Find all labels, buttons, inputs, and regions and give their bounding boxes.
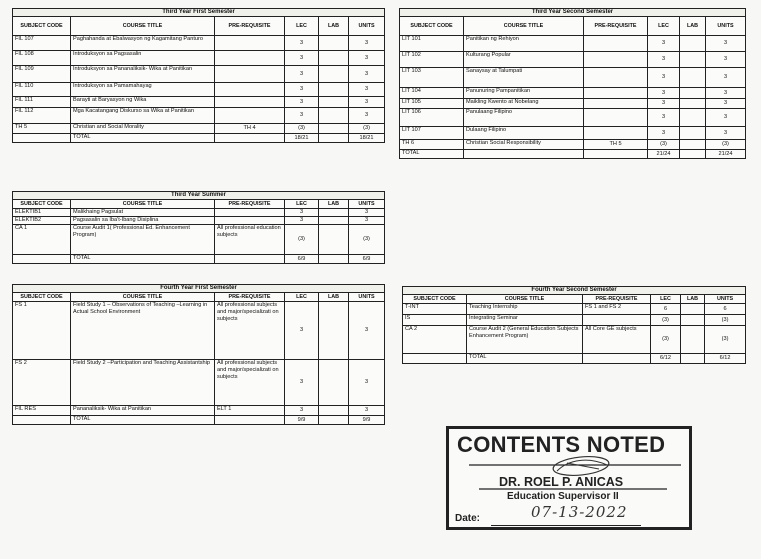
header-prerequisite: PRE-REQUISITE <box>584 17 648 36</box>
lab-value <box>680 140 706 150</box>
header-lab: LAB <box>681 295 705 304</box>
prerequisite <box>584 68 648 88</box>
header-units: UNITS <box>349 17 385 36</box>
total-units: 21/24 <box>706 150 746 159</box>
table-row <box>400 68 746 88</box>
subject-code: LIT 107 <box>400 127 464 140</box>
total-lec: 9/9 <box>285 416 319 425</box>
units-value: 3 <box>349 51 385 66</box>
units-value: 3 <box>349 66 385 83</box>
header-lec: LEC <box>651 295 681 304</box>
units-value: 3 <box>349 406 385 416</box>
units-value: 3 <box>349 360 385 406</box>
course-title: Panulaang Filipino <box>464 109 584 127</box>
table-row <box>13 51 385 66</box>
lab-value <box>680 109 706 127</box>
lab-value <box>680 52 706 68</box>
header-subject-code: SUBJECT CODE <box>13 200 71 209</box>
lec-value: 3 <box>648 109 680 127</box>
subject-code: FS 1 <box>13 302 71 360</box>
lec-value: 3 <box>648 99 680 109</box>
units-value: 3 <box>349 97 385 108</box>
table-fourth-year-first-semester <box>12 284 385 425</box>
lec-value: 3 <box>285 217 319 225</box>
units-value: 6 <box>705 304 746 315</box>
header-subject-code: SUBJECT CODE <box>403 295 467 304</box>
subject-code: CA 1 <box>13 225 71 255</box>
units-value: (3) <box>705 326 746 354</box>
prerequisite <box>215 51 285 66</box>
lab-value <box>319 83 349 97</box>
table-row <box>13 217 385 225</box>
units-value: 3 <box>706 68 746 88</box>
total-lec: 6/12 <box>651 354 681 364</box>
course-title: Christian Social Responsibility <box>464 140 584 150</box>
prerequisite <box>584 36 648 52</box>
units-value: 3 <box>706 127 746 140</box>
course-title: Introduksyon sa Pagsasalin <box>71 51 215 66</box>
lec-value: 3 <box>285 51 319 66</box>
total-row <box>13 255 385 264</box>
header-units: UNITS <box>349 200 385 209</box>
subject-code: LIT 106 <box>400 109 464 127</box>
lec-value: 3 <box>285 108 319 124</box>
prerequisite <box>584 88 648 99</box>
header-lab: LAB <box>319 200 349 209</box>
units-value: 3 <box>706 99 746 109</box>
table-row <box>400 109 746 127</box>
units-value: 3 <box>349 108 385 124</box>
subject-code: ELEKTIB1 <box>13 209 71 217</box>
header-prerequisite: PRE-REQUISITE <box>583 295 651 304</box>
table-row <box>400 99 746 109</box>
table-title: Third Year Summer <box>13 192 385 200</box>
subject-code: LIT 104 <box>400 88 464 99</box>
subject-code: LIT 103 <box>400 68 464 88</box>
lec-value: 3 <box>648 68 680 88</box>
total-label: TOTAL <box>71 134 215 143</box>
lab-value <box>319 97 349 108</box>
lab-value <box>319 108 349 124</box>
prerequisite <box>583 315 651 326</box>
table-third-year-first-semester <box>12 8 385 143</box>
header-prerequisite: PRE-REQUISITE <box>215 293 285 302</box>
header-units: UNITS <box>349 293 385 302</box>
lab-value <box>681 304 705 315</box>
table-row <box>13 108 385 124</box>
table-row <box>400 127 746 140</box>
subject-code: ELEKTIB2 <box>13 217 71 225</box>
lab-value <box>319 360 349 406</box>
lab-value <box>319 51 349 66</box>
prerequisite <box>584 127 648 140</box>
lab-value <box>681 315 705 326</box>
course-title: Pananaliksik- Wika at Panitikan <box>71 406 215 416</box>
units-value: (3) <box>349 225 385 255</box>
units-value: 3 <box>706 36 746 52</box>
total-label: TOTAL <box>71 416 215 425</box>
course-title: Pagsasalin sa Iba't-Ibang Disiplina <box>71 217 215 225</box>
prerequisite <box>584 99 648 109</box>
table-row <box>13 97 385 108</box>
course-title: Introduksyon sa Pamamahayag <box>71 83 215 97</box>
lec-value: 3 <box>285 66 319 83</box>
lab-value <box>680 36 706 52</box>
units-value: 3 <box>349 302 385 360</box>
total-row <box>403 354 746 364</box>
units-value: 3 <box>706 109 746 127</box>
header-lec: LEC <box>648 17 680 36</box>
units-value: 3 <box>349 83 385 97</box>
table-row <box>403 315 746 326</box>
units-value: 3 <box>706 88 746 99</box>
lec-value: 3 <box>285 360 319 406</box>
subject-code: IS <box>403 315 467 326</box>
total-label: TOTAL <box>400 150 464 159</box>
lec-value: 3 <box>285 83 319 97</box>
lec-value: 3 <box>285 406 319 416</box>
signatory-position: Education Supervisor II <box>507 491 619 502</box>
lec-value: (3) <box>651 326 681 354</box>
table-row <box>400 52 746 68</box>
signatory-name: DR. ROEL P. ANICAS <box>499 475 624 489</box>
table-row <box>403 304 746 315</box>
course-title: Panitikan ng Rehiyon <box>464 36 584 52</box>
units-value: (3) <box>349 124 385 134</box>
course-title: Christian and Social Morality <box>71 124 215 134</box>
lec-value: 3 <box>285 97 319 108</box>
table-title: Fourth Year Second Semester <box>403 287 746 295</box>
course-title: Field Study 2 –Participation and Teaching Assistantship <box>71 360 215 406</box>
lec-value: 3 <box>648 127 680 140</box>
course-title: Barayti at Baryasyon ng Wika <box>71 97 215 108</box>
lab-value <box>319 406 349 416</box>
subject-code: LIT 105 <box>400 99 464 109</box>
lab-value <box>680 99 706 109</box>
table-row <box>13 302 385 360</box>
lec-value: 3 <box>648 52 680 68</box>
table-row <box>13 124 385 134</box>
header-units: UNITS <box>706 17 746 36</box>
course-title: Course Audit 2 (General Education Subjects Enhancement Program) <box>467 326 583 354</box>
stamp-heading: CONTENTS NOTED <box>457 432 666 457</box>
units-value: 3 <box>706 52 746 68</box>
subject-code: FIL 110 <box>13 83 71 97</box>
subject-code: FS 2 <box>13 360 71 406</box>
table-row <box>13 83 385 97</box>
subject-code: LIT 102 <box>400 52 464 68</box>
header-lab: LAB <box>319 293 349 302</box>
lec-value: (3) <box>285 225 319 255</box>
table-title: Fourth Year First Semester <box>13 285 385 293</box>
header-units: UNITS <box>705 295 746 304</box>
subject-code: FIL 111 <box>13 97 71 108</box>
lab-value <box>319 217 349 225</box>
prerequisite: TH 5 <box>584 140 648 150</box>
lab-value <box>680 88 706 99</box>
total-units: 6/12 <box>705 354 746 364</box>
table-row <box>13 36 385 51</box>
course-title: Malikhaing Pagsulat <box>71 209 215 217</box>
lab-value <box>319 209 349 217</box>
prerequisite <box>215 66 285 83</box>
header-course-title: COURSE TITLE <box>467 295 583 304</box>
total-row <box>400 150 746 159</box>
units-value: (3) <box>705 315 746 326</box>
header-subject-code: SUBJECT CODE <box>400 17 464 36</box>
date-line <box>491 525 641 526</box>
total-row <box>13 134 385 143</box>
prerequisite <box>584 52 648 68</box>
table-row <box>400 140 746 150</box>
header-course-title: COURSE TITLE <box>71 200 215 209</box>
header-prerequisite: PRE-REQUISITE <box>215 17 285 36</box>
table-fourth-year-second-semester <box>402 286 746 364</box>
subject-code: FIL 112 <box>13 108 71 124</box>
header-subject-code: SUBJECT CODE <box>13 293 71 302</box>
total-label: TOTAL <box>467 354 583 364</box>
total-lec: 21/24 <box>648 150 680 159</box>
table-row <box>13 225 385 255</box>
header-course-title: COURSE TITLE <box>464 17 584 36</box>
course-title: Course Audit 1( Professional Ed. Enhancement Program) <box>71 225 215 255</box>
total-units: 6/9 <box>349 255 385 264</box>
course-title: Sanaysay at Talumpati <box>464 68 584 88</box>
prerequisite <box>215 108 285 124</box>
subject-code: FIL 107 <box>13 36 71 51</box>
prerequisite: FS 1 and FS 2 <box>583 304 651 315</box>
lec-value: (3) <box>651 315 681 326</box>
table-third-year-summer <box>12 191 385 264</box>
table-row <box>13 66 385 83</box>
course-title: Panunuring Pampanitikan <box>464 88 584 99</box>
lab-value <box>319 225 349 255</box>
course-title: Introduksyon sa Pananaliksik- Wika at Panitikan <box>71 66 215 83</box>
course-title: Maikling Kwento at Nobelang <box>464 99 584 109</box>
header-lab: LAB <box>319 17 349 36</box>
table-row <box>13 406 385 416</box>
table-title: Third Year First Semester <box>13 9 385 17</box>
subject-code: TH 6 <box>400 140 464 150</box>
course-title: Paghahanda at Ebalwasyon ng Kagamitang Panturo <box>71 36 215 51</box>
header-course-title: COURSE TITLE <box>71 17 215 36</box>
subject-code: LIT 101 <box>400 36 464 52</box>
course-title: Integrating Seminar <box>467 315 583 326</box>
course-title: Mga Kacatangang Diskurso sa Wika at Panitikan <box>71 108 215 124</box>
prerequisite: All professional subjects and major/specializati on subjects <box>215 302 285 360</box>
course-title: Kulturang Popular <box>464 52 584 68</box>
header-lab: LAB <box>680 17 706 36</box>
prerequisite: TH 4 <box>215 124 285 134</box>
lab-value <box>680 127 706 140</box>
lec-value: 3 <box>648 88 680 99</box>
subject-code: TH 5 <box>13 124 71 134</box>
header-subject-code: SUBJECT CODE <box>13 17 71 36</box>
table-row <box>13 209 385 217</box>
contents-noted-stamp <box>446 426 692 530</box>
prerequisite <box>215 209 285 217</box>
header-lec: LEC <box>285 17 319 36</box>
units-value: 3 <box>349 217 385 225</box>
table-row <box>400 36 746 52</box>
lab-value <box>319 302 349 360</box>
header-prerequisite: PRE-REQUISITE <box>215 200 285 209</box>
course-title: Teaching Internship <box>467 304 583 315</box>
lab-value <box>319 124 349 134</box>
total-units: 9/9 <box>349 416 385 425</box>
lec-value: 3 <box>285 302 319 360</box>
course-title: Field Study 1 – Observations of Teaching –Learning in Actual School Environment <box>71 302 215 360</box>
prerequisite <box>215 83 285 97</box>
units-value: 3 <box>349 36 385 51</box>
prerequisite: ELT 1 <box>215 406 285 416</box>
units-value: (3) <box>706 140 746 150</box>
total-label: TOTAL <box>71 255 215 264</box>
date-value: 07-13-2022 <box>531 503 628 521</box>
date-label: Date: <box>455 513 481 524</box>
table-row <box>403 326 746 354</box>
lab-value <box>319 36 349 51</box>
total-row <box>13 416 385 425</box>
lec-value: 3 <box>285 36 319 51</box>
prerequisite <box>215 217 285 225</box>
prerequisite <box>584 109 648 127</box>
lec-value: (3) <box>285 124 319 134</box>
header-course-title: COURSE TITLE <box>71 293 215 302</box>
header-lec: LEC <box>285 293 319 302</box>
subject-code: T-INT <box>403 304 467 315</box>
prerequisite: All professional subjects and major/specializati on subjects <box>215 360 285 406</box>
lec-value: 3 <box>285 209 319 217</box>
prerequisite: All Core GE subjects <box>583 326 651 354</box>
lab-value <box>681 326 705 354</box>
table-row <box>400 88 746 99</box>
lab-value <box>319 66 349 83</box>
subject-code: FIL 109 <box>13 66 71 83</box>
prerequisite <box>215 97 285 108</box>
table-row <box>13 360 385 406</box>
units-value: 3 <box>349 209 385 217</box>
total-lec: 6/9 <box>285 255 319 264</box>
lec-value: 3 <box>648 36 680 52</box>
course-title: Dulaang Filipino <box>464 127 584 140</box>
prerequisite: All professional education subjects <box>215 225 285 255</box>
lec-value: (3) <box>648 140 680 150</box>
total-units: 18/21 <box>349 134 385 143</box>
header-lec: LEC <box>285 200 319 209</box>
lec-value: 6 <box>651 304 681 315</box>
table-title: Third Year Second Semester <box>400 9 746 17</box>
subject-code: FIL 108 <box>13 51 71 66</box>
prerequisite <box>215 36 285 51</box>
subject-code: CA 2 <box>403 326 467 354</box>
lab-value <box>680 68 706 88</box>
subject-code: FIL RES <box>13 406 71 416</box>
table-third-year-second-semester <box>399 8 746 159</box>
total-lec: 18/21 <box>285 134 319 143</box>
